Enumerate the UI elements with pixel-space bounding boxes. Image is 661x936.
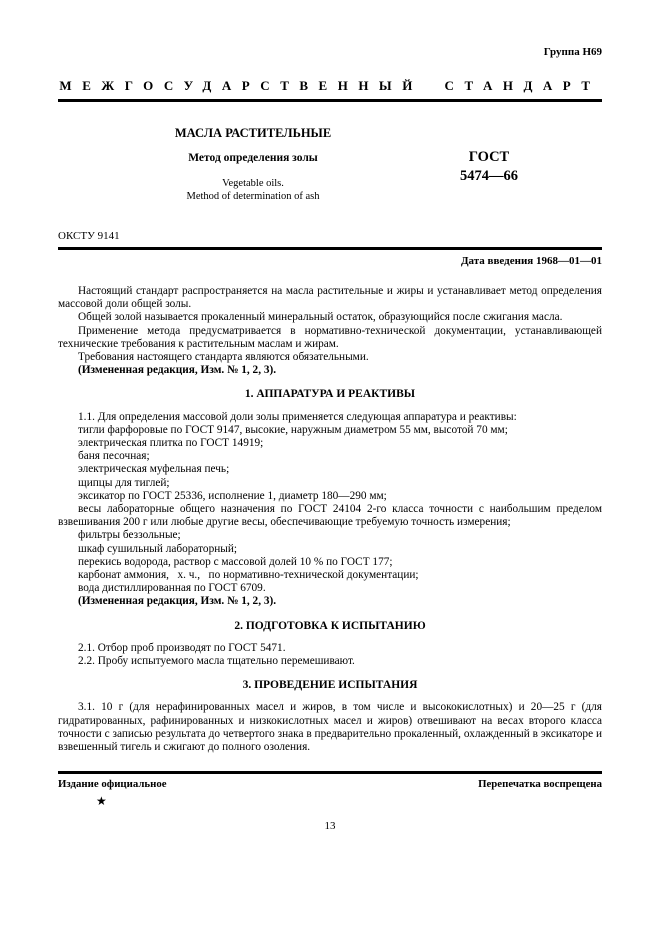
gost-number: 5474—66 bbox=[460, 168, 518, 184]
reprint-prohibited-label: Перепечатка воспрещена bbox=[478, 778, 602, 791]
paragraph: Общей золой называется прокаленный минеральный остаток, образующийся после сжигания масла. bbox=[78, 311, 563, 324]
paragraph: электрическая муфельная печь; bbox=[78, 463, 230, 476]
paragraph: 1.1. Для определения массовой доли золы применяется следующая аппаратура и реактивы: bbox=[78, 410, 517, 423]
gost-label: ГОСТ bbox=[468, 149, 510, 165]
paragraph: Настоящий стандарт распространяется на масла растительные и жиры и устанавливает метод определения массовой доли общей золы. bbox=[58, 285, 602, 311]
okstu-rule bbox=[58, 247, 602, 250]
paragraph: карбонат аммония, х. ч., по нормативно-технической документации; bbox=[78, 569, 419, 582]
paragraph: эксикатор по ГОСТ 25336, исполнение 1, диаметр 180—290 мм; bbox=[78, 489, 387, 502]
paragraph: 2.1. Отбор проб производят по ГОСТ 5471. bbox=[78, 641, 286, 654]
paragraph: баня песочная; bbox=[78, 450, 150, 463]
star-icon: ★ bbox=[96, 794, 107, 809]
paragraph: весы лабораторные общего назначения по ГОСТ 24104 2-го класса точности с наибольшим пределом взвешивания 200 г или любые другие весы, обеспечивающие требуемую точность измерения; bbox=[58, 503, 602, 529]
title-en-line1: Vegetable oils. bbox=[222, 178, 284, 189]
paragraph: вода дистиллированная по ГОСТ 6709. bbox=[78, 582, 266, 595]
paragraph: тигли фарфоровые по ГОСТ 9147, высокие, наружным диаметром 55 мм, высотой 70 мм; bbox=[78, 423, 508, 436]
gost-designation bbox=[409, 148, 569, 186]
section-heading: 3. ПРОВЕДЕНИЕ ИСПЫТАНИЯ bbox=[242, 679, 418, 692]
section-heading: 2. ПОДГОТОВКА К ИСПЫТАНИЮ bbox=[234, 619, 426, 632]
title-block bbox=[58, 126, 602, 230]
title-column bbox=[100, 126, 406, 203]
section-heading: 1. АППАРАТУРА И РЕАКТИВЫ bbox=[244, 388, 416, 401]
document-title-ru: МАСЛА РАСТИТЕЛЬНЫЕ bbox=[174, 126, 332, 140]
revision-note: (Измененная редакция, Изм. № 1, 2, 3). bbox=[78, 364, 277, 377]
revision-note: (Измененная редакция, Изм. № 1, 2, 3). bbox=[78, 595, 277, 608]
document-title-en bbox=[100, 178, 406, 203]
document-body bbox=[58, 285, 602, 754]
official-edition-label: Издание официальное bbox=[58, 778, 167, 791]
paragraph: фильтры беззольные; bbox=[78, 529, 181, 542]
standard-type-heading: МЕЖГОСУДАРСТВЕННЫЙ СТАНДАРТ bbox=[59, 78, 601, 93]
paragraph: электрическая плитка по ГОСТ 14919; bbox=[78, 437, 264, 450]
footer-rule bbox=[58, 771, 602, 774]
paragraph: 2.2. Пробу испытуемого масла тщательно перемешивают. bbox=[78, 655, 355, 668]
effective-date: Дата введения 1968—01—01 bbox=[460, 255, 602, 267]
document-subtitle-ru: Метод определения золы bbox=[188, 152, 318, 164]
paragraph: перекись водорода, раствор с массовой долей 10 % по ГОСТ 177; bbox=[78, 555, 393, 568]
title-en-line2: Method of determination of ash bbox=[186, 190, 320, 202]
paragraph: 3.1. 10 г (для нерафинированных масел и жиров, в том числе и высококислотных) и 20—25 г (для гидратированных, рафинированных и низкокислотных масел и жиров) отвешивают на весах второго класса точности с записью результата до четвертого знака в предварительно прокаленный, охлажденный в эксикаторе и взвешенный тигель и сжигают до полного озоления. bbox=[58, 701, 602, 754]
paragraph: Требования настоящего стандарта являются обязательными. bbox=[78, 351, 369, 364]
paragraph: шкаф сушильный лабораторный; bbox=[78, 542, 238, 555]
paragraph: щипцы для тиглей; bbox=[78, 476, 170, 489]
okstu-code: ОКСТУ 9141 bbox=[58, 230, 120, 242]
paragraph: Применение метода предусматривается в нормативно-технической документации, устанавливающей технические требования к растительным маслам и жирам. bbox=[58, 324, 602, 350]
page-number: 13 bbox=[324, 820, 336, 833]
group-label: Группа Н69 bbox=[543, 46, 602, 58]
header-rule bbox=[58, 99, 602, 102]
footer-row bbox=[58, 778, 602, 790]
